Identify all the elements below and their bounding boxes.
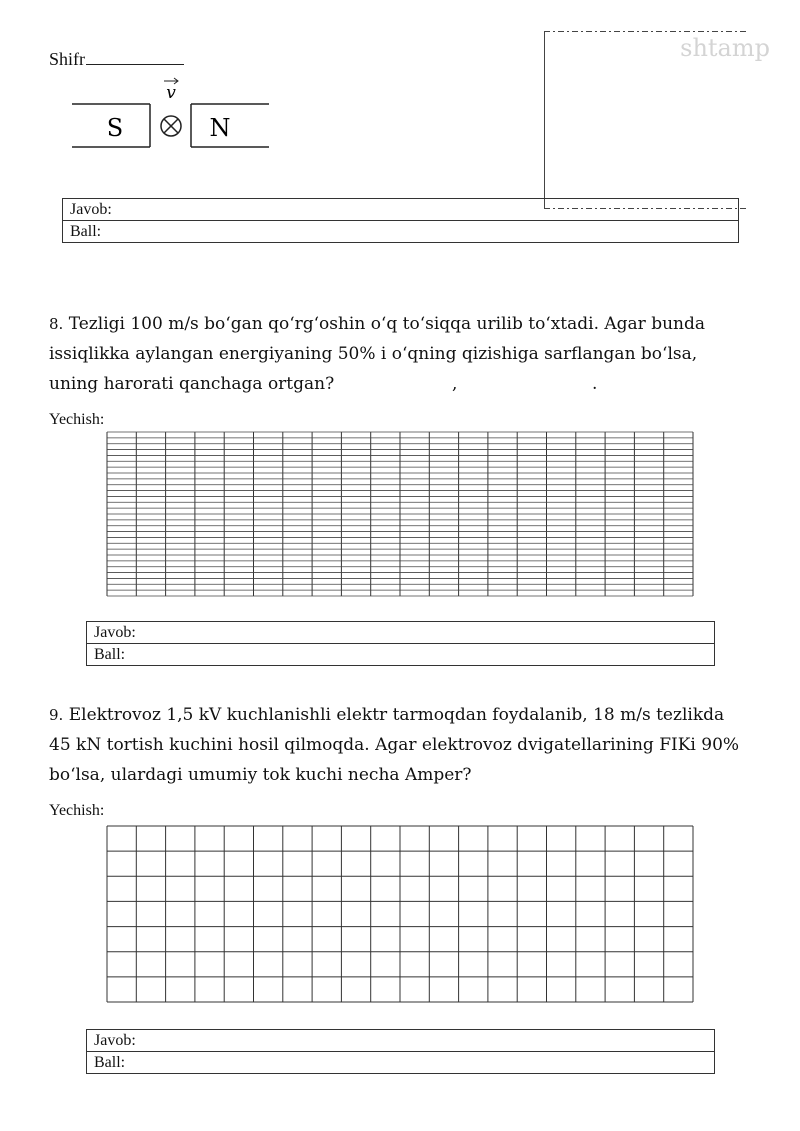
- blank-comma: ,: [452, 374, 458, 394]
- solution-grid-9[interactable]: [106, 825, 694, 1003]
- question-line-1: Tezligi 100 m/s bo‘gan qo‘rg‘oshin o‘q to‘siqqa urilib to‘xtadi. Agar bunda: [68, 314, 706, 334]
- answer-box-1: [62, 198, 739, 243]
- question-number: 8.: [49, 315, 64, 333]
- blank-period: .: [592, 374, 598, 394]
- pole-s-label: S: [106, 114, 124, 142]
- pole-n-label: N: [209, 114, 231, 142]
- yechish-label-9: Yechish:: [49, 802, 105, 819]
- ball-label: Ball:: [70, 223, 102, 240]
- question-line-2: 45 kN tortish kuchini hosil qilmoqda. Agar elektrovoz dvigatellarining FIKi 90%: [49, 735, 740, 755]
- left-magnet-pole: [72, 104, 150, 147]
- ball-label: Ball:: [94, 646, 126, 663]
- question-line-3: uning harorati qanchaga ortgan?: [49, 374, 335, 394]
- question-9: [49, 700, 769, 790]
- right-magnet-pole: [191, 104, 269, 147]
- solution-grid-8[interactable]: [106, 431, 694, 597]
- shifr-field: [49, 48, 184, 70]
- ball-row[interactable]: [87, 1052, 714, 1073]
- shifr-label: Shifr: [49, 49, 85, 69]
- question-8: [49, 309, 769, 399]
- javob-row[interactable]: [63, 199, 738, 221]
- ball-row[interactable]: [63, 221, 738, 242]
- javob-label: Javob:: [94, 624, 136, 641]
- ball-label: Ball:: [94, 1054, 126, 1071]
- question-line-1: Elektrovoz 1,5 kV kuchlanishli elektr tarmoqdan foydalanib, 18 m/s tezlikda: [68, 705, 725, 725]
- javob-label: Javob:: [70, 201, 112, 218]
- into-page-symbol: [161, 116, 181, 136]
- ball-row[interactable]: [87, 644, 714, 665]
- question-line-2: issiqlikka aylangan energiyaning 50% i o‘qning qizishiga sarflangan bo‘lsa,: [49, 344, 698, 364]
- javob-label: Javob:: [94, 1032, 136, 1049]
- answer-box-2: [86, 621, 715, 666]
- yechish-label-8: Yechish:: [49, 411, 105, 428]
- question-number: 9.: [49, 706, 64, 724]
- javob-row[interactable]: [87, 622, 714, 644]
- answer-box-3: [86, 1029, 715, 1074]
- velocity-vector-label: [164, 78, 178, 103]
- shifr-blank-line[interactable]: [86, 48, 184, 65]
- javob-row[interactable]: [87, 1030, 714, 1052]
- stamp-label: shtamp: [680, 34, 770, 62]
- magnet-diagram: [60, 75, 280, 155]
- svg-text:v: v: [166, 83, 176, 103]
- question-line-3: bo‘lsa, ulardagi umumiy tok kuchi necha Amper?: [49, 765, 472, 785]
